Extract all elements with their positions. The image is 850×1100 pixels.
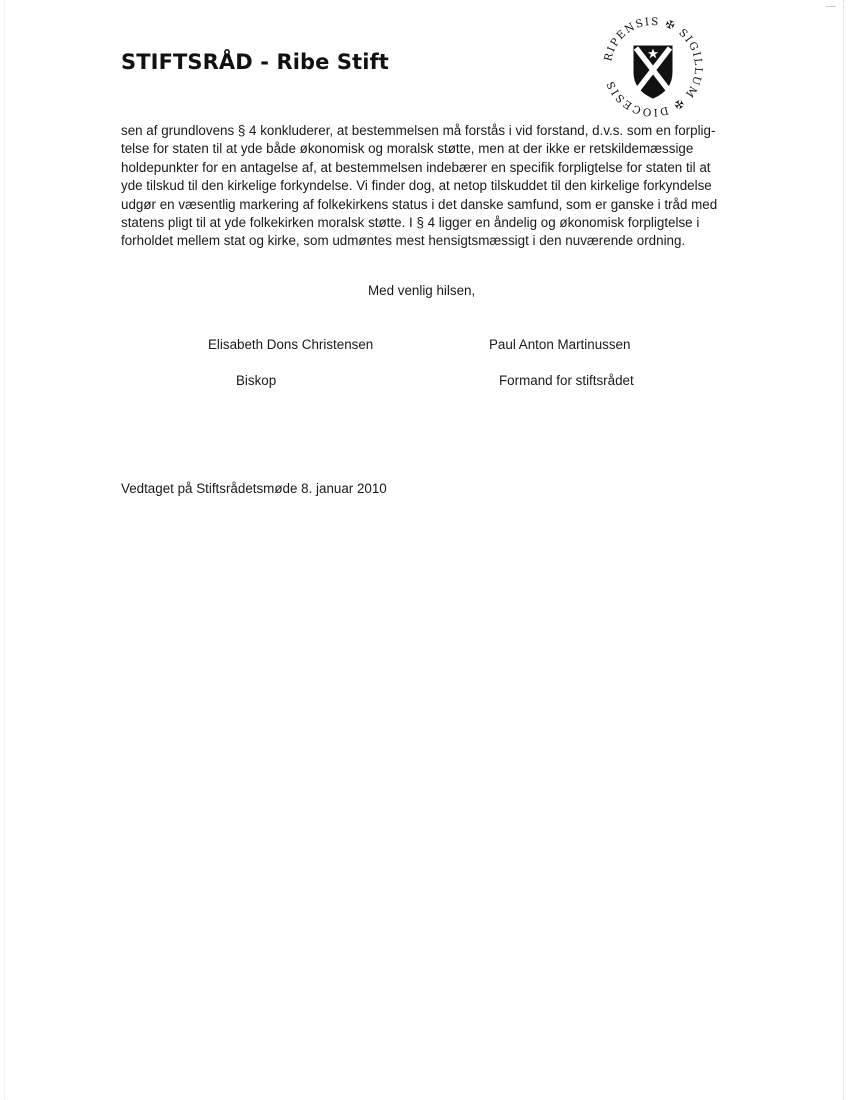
seal-inscription: RIPENSIS ✠ SIGILLUM ✠ DIOCESIS — [602, 15, 705, 119]
body-line: udgør en væsentlig markering af folkekirkens status i det danske samfund, som er ganske i tråd med — [121, 196, 718, 212]
scan-corner-mark — [826, 6, 836, 13]
body-line: sen af grundlovens § 4 konkluderer, at bestemmelsen må forstås i vid forstand, d.v.s. som en forplig- — [121, 123, 716, 138]
body-paragraph — [121, 122, 733, 251]
signatory-title-chairman: Formand for stiftsrådet — [499, 373, 634, 388]
scan-edge-left — [4, 0, 6, 1100]
scan-edge-right — [842, 0, 844, 1100]
body-line: yde tilskud til den kirkelige forkyndelse. Vi finder dog, at netop tilskuddet til den kirkelige forkyndelse — [121, 178, 712, 194]
signatory-title-bishop: Biskop — [236, 373, 277, 388]
closing-greeting: Med venlig hilsen, — [368, 283, 476, 298]
body-line: holdepunkter for en antagelse af, at bestemmelsen indebærer en specifik forpligtelse for staten til at — [121, 159, 711, 175]
body-line: forholdet mellem stat og kirke, som udmøntes mest hensigtsmæssigt i den nuværende ordning. — [121, 233, 686, 249]
document-title: STIFTSRÅD - Ribe Stift — [121, 50, 389, 74]
diocese-seal-icon — [600, 14, 706, 120]
signatory-name-chairman: Paul Anton Martinussen — [489, 337, 631, 352]
body-line: telse for staten til at yde både økonomisk og moralsk støtte, men at der ikke er retskildemæssige — [121, 141, 694, 157]
signatory-name-bishop: Elisabeth Dons Christensen — [208, 337, 374, 352]
body-line: statens pligt til at yde folkekirken moralsk støtte. I § 4 ligger en åndelig og økonomisk forpligtelse i — [121, 215, 700, 231]
approval-note: Vedtaget på Stiftsrådetsmøde 8. januar 2010 — [121, 481, 387, 496]
